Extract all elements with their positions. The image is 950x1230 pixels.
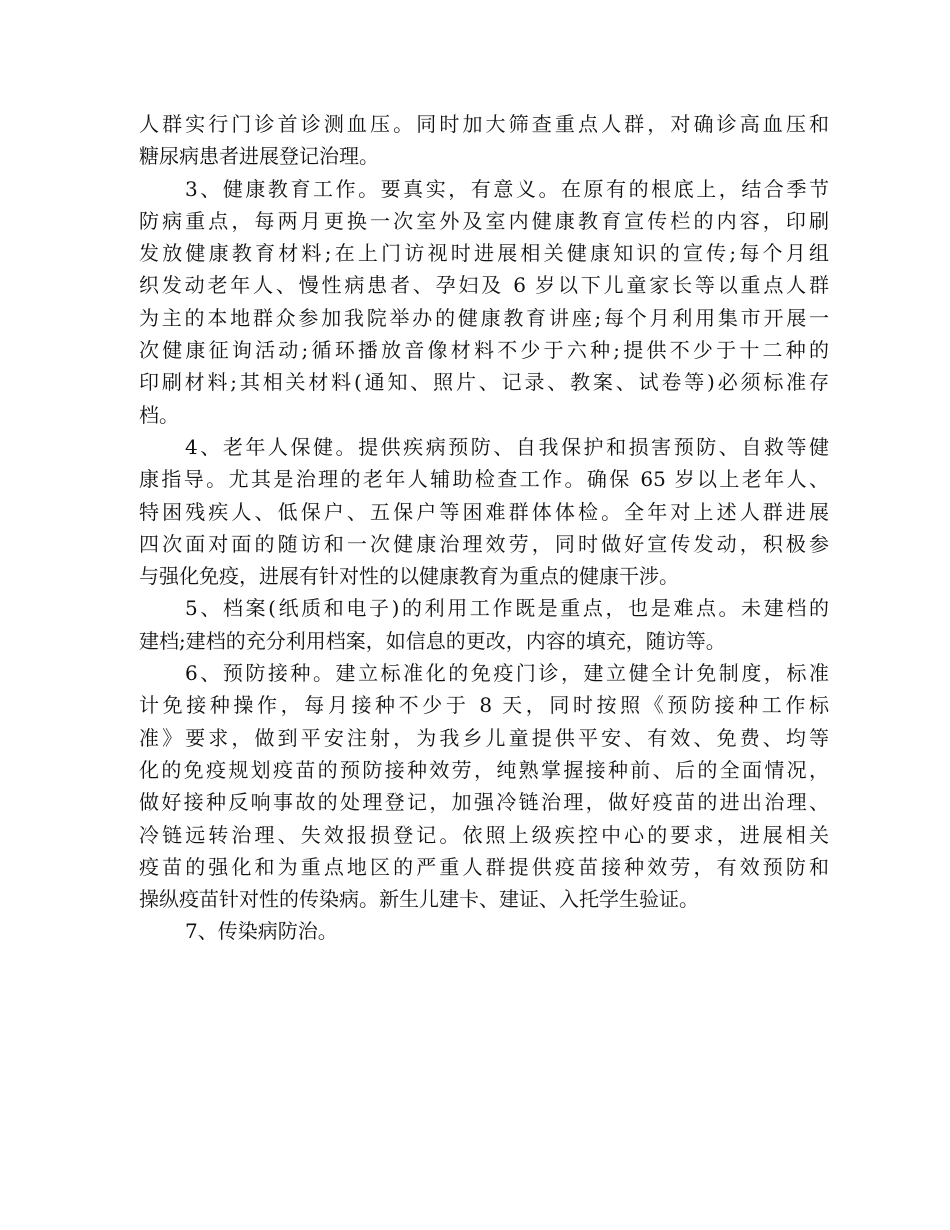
text-line: 人群实行门诊首诊测血压。同时加大筛查重点人群，对确诊高血压和 <box>139 112 829 136</box>
paragraph-records <box>139 592 829 657</box>
paragraph-continued <box>139 108 829 173</box>
text-line: 7、传染病防治。 <box>185 919 338 944</box>
text-line: 防病重点，每两月更换一次室外及室内健康教育宣传栏的内容，印刷 <box>139 208 829 233</box>
text-line: 疫苗的强化和为重点地区的严重人群提供疫苗接种效劳，有效预防和 <box>139 854 829 879</box>
text-line: 康指导。尤其是治理的老年人辅助检查工作。确保 65 岁以上老年人、 <box>139 467 829 492</box>
paragraph-elderly-care <box>139 431 829 592</box>
text-line: 3、健康教育工作。要真实，有意义。在原有的根底上，结合季节 <box>185 176 829 201</box>
text-line: 建档;建档的充分利用档案，如信息的更改，内容的填充，随访等。 <box>139 628 726 653</box>
paragraph-health-education <box>139 173 829 431</box>
text-line: 5、档案(纸质和电子)的利用工作既是重点，也是难点。未建档的 <box>185 596 829 621</box>
text-line: 印刷材料;其相关材料(通知、照片、记录、教案、试卷等)必须标准存 <box>139 370 829 395</box>
text-line: 做好接种反响事故的处理登记，加强冷链治理，做好疫苗的进出治理、 <box>139 790 829 815</box>
paragraph-infectious-disease <box>139 915 829 947</box>
document-body <box>139 108 829 948</box>
text-line: 6、预防接种。建立标准化的免疫门诊，建立健全计免制度，标准 <box>185 661 829 686</box>
paragraph-vaccination <box>139 657 829 915</box>
text-line: 糖尿病患者进展登记治理。 <box>139 144 379 169</box>
text-line: 发放健康教育材料;在上门访视时进展相关健康知识的宣传;每个月组 <box>139 241 829 266</box>
text-line: 4、老年人保健。提供疾病预防、自我保护和损害预防、自救等健 <box>185 434 829 459</box>
text-line: 特困残疾人、低保户、五保户等困难群体体检。全年对上述人群进展 <box>139 499 829 524</box>
text-line: 操纵疫苗针对性的传染病。新生儿建卡、建证、入托学生验证。 <box>139 887 699 912</box>
text-line: 四次面对面的随访和一次健康治理效劳，同时做好宣传发动，积极参 <box>139 531 829 556</box>
text-line: 准》要求，做到平安注射，为我乡儿童提供平安、有效、免费、均等 <box>139 725 829 750</box>
text-line: 织发动老年人、慢性病患者、孕妇及 6 岁以下儿童家长等以重点人群 <box>139 273 829 298</box>
text-line: 化的免疫规划疫苗的预防接种效劳，纯熟掌握接种前、后的全面情况， <box>139 757 829 782</box>
text-line: 冷链远转治理、失效报损登记。依照上级疾控中心的要求，进展相关 <box>139 822 829 847</box>
text-line: 为主的本地群众参加我院举办的健康教育讲座;每个月利用集市开展一 <box>139 305 829 330</box>
text-line: 与强化免疫，进展有针对性的以健康教育为重点的健康干涉。 <box>139 564 679 589</box>
text-line: 计免接种操作，每月接种不少于 8 天，同时按照《预防接种工作标 <box>139 693 829 718</box>
text-line: 次健康征询活动;循环播放音像材料不少于六种;提供不少于十二种的 <box>139 338 829 363</box>
text-line: 档。 <box>139 402 179 427</box>
